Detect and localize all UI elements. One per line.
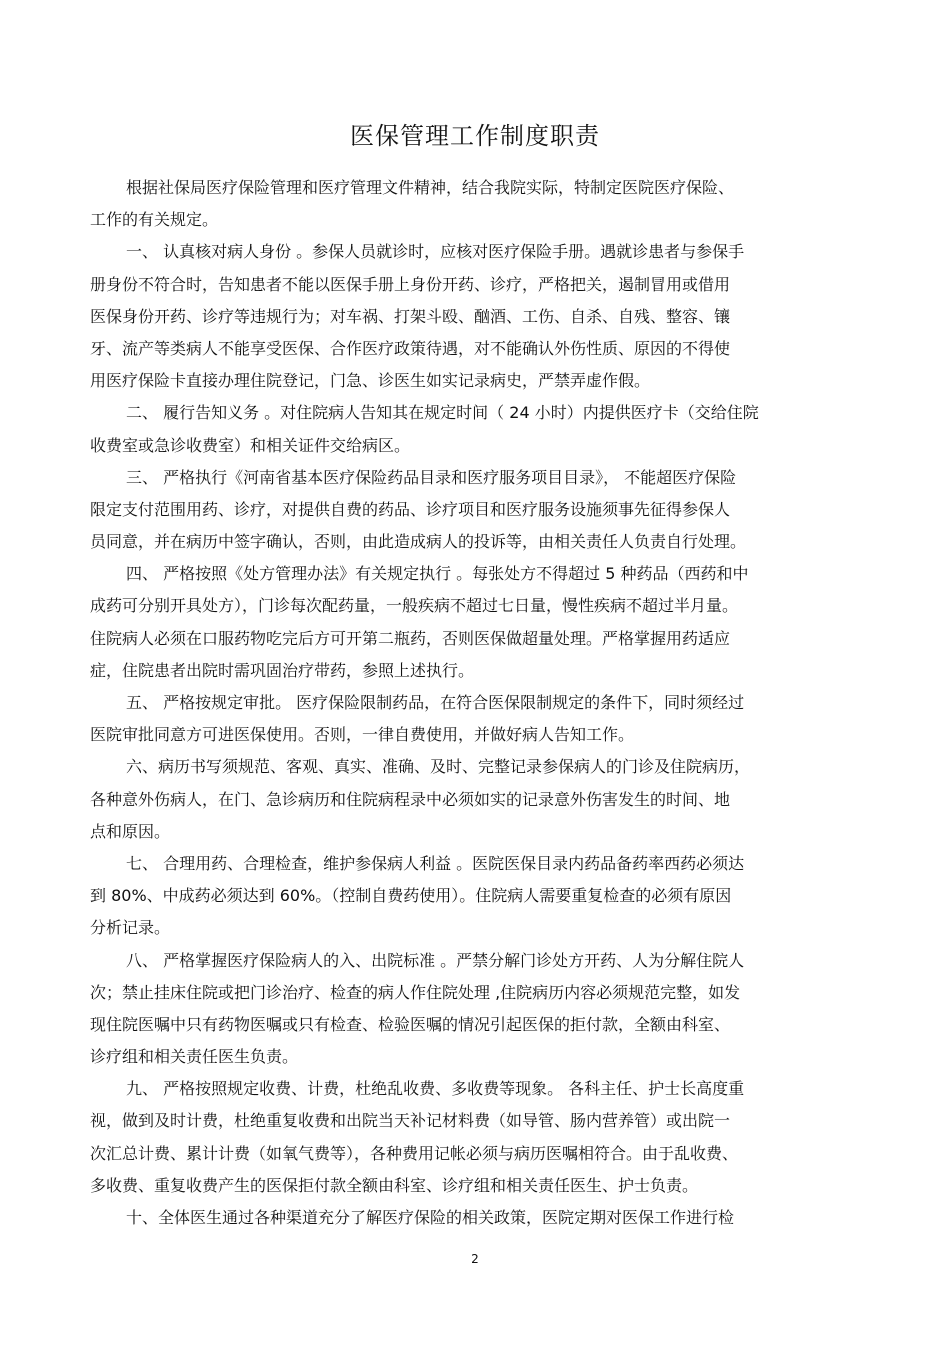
paragraph (90, 848, 870, 945)
text-line: 用医疗保险卡直接办理住院登记，门急、诊医生如实记录病史，严禁弄虚作假。 (90, 371, 651, 391)
text-line: 四、 严格按照《处方管理办法》有关规定执行 。每张处方不得超过 5 种药品（西药和中 (126, 564, 749, 584)
text-line: 七、 合理用药、合理检查，维护参保病人利益 。医院医保目录内药品备药率西药必须达 (126, 853, 745, 873)
text-line: 次；禁止挂床住院或把门诊治疗、检查的病人作住院处理 ,住院病历内容必须规范完整，如发 (90, 982, 741, 1002)
text-line: 十、全体医生通过各种渠道充分了解医疗保险的相关政策，医院定期对医保工作进行检 (126, 1208, 735, 1227)
text-line: 医院审批同意方可进医保使用。否则，一律自费使用，并做好病人告知工作。 (90, 725, 635, 745)
paragraph (90, 172, 870, 236)
text-line: 症，住院患者出院时需巩固治疗带药，参照上述执行。 (90, 660, 475, 680)
paragraph (90, 397, 870, 461)
text-line: 牙、流产等类病人不能享受医保、合作医疗政策待遇，对不能确认外伤性质、原因的不得使 (90, 338, 731, 358)
text-line: 现住院医嘱中只有药物医嘱或只有检查、检验医嘱的情况引起医保的拒付款，全额由科室、 (90, 1014, 731, 1034)
text-line: 一、 认真核对病人身份 。参保人员就诊时，应核对医疗保险手册。遇就诊患者与参保手 (126, 242, 745, 262)
text-line: 视，做到及时计费，杜绝重复收费和出院当天补记材料费（如导管、肠内营养管）或出院一 (90, 1111, 731, 1131)
text-line: 分析记录。 (90, 918, 171, 938)
text-line: 点和原因。 (90, 821, 171, 841)
text-line: 诊疗组和相关责任医生负责。 (90, 1047, 299, 1067)
paragraph (90, 236, 870, 397)
text-line: 次汇总计费、累计计费（如氧气费等），各种费用记帐必须与病历医嘱相符合。由于乱收费、 (90, 1143, 739, 1163)
text-line: 员同意，并在病历中签字确认，否则，由此造成病人的投诉等，由相关责任人负责自行处理。 (90, 532, 747, 552)
text-line: 各种意外伤病人，在门、急诊病历和住院病程录中必须如实的记录意外伤害发生的时间、地 (90, 789, 731, 809)
text-line: 收费室或急诊收费室）和相关证件交给病区。 (90, 435, 411, 455)
page-title: 医保管理工作制度职责 (350, 122, 600, 150)
text-line: 三、 严格执行《河南省基本医疗保险药品目录和医疗服务项目目录》， 不能超医疗保险 (126, 467, 737, 487)
text-line: 成药可分别开具处方），门诊每次配药量，一般疾病不超过七日量，慢性疾病不超过半月量。 (90, 596, 739, 616)
text-line: 二、 履行告知义务 。对住院病人告知其在规定时间（ 24 小时）内提供医疗卡（交给住院 (126, 403, 759, 423)
text-line: 工作的有关规定。 (90, 210, 219, 230)
document-body (90, 172, 870, 1234)
page-number: 2 (471, 1252, 479, 1266)
text-line: 九、 严格按照规定收费、计费，杜绝乱收费、多收费等现象。 各科主任、护士长高度重 (126, 1079, 745, 1099)
paragraph (90, 1202, 870, 1234)
text-line: 册身份不符合时，告知患者不能以医保手册上身份开药、诊疗，严格把关，遏制冒用或借用 (90, 274, 731, 294)
text-line: 八、 严格掌握医疗保险病人的入、出院标准 。严禁分解门诊处方开药、人为分解住院人 (126, 950, 745, 970)
text-line: 五、 严格按规定审批。 医疗保险限制药品，在符合医保限制规定的条件下，同时须经过 (126, 693, 745, 712)
paragraph (90, 945, 870, 1074)
text-line: 多收费、重复收费产生的医保拒付款全额由科室、诊疗组和相关责任医生、护士负责。 (90, 1175, 699, 1195)
text-line: 六、病历书写须规范、客观、真实、准确、及时、完整记录参保病人的门诊及住院病历， (126, 757, 751, 777)
paragraph (90, 558, 870, 687)
text-line: 医保身份开药、诊疗等违规行为；对车祸、打架斗殴、酗酒、工伤、自杀、自残、整容、镶 (90, 306, 731, 326)
text-line: 住院病人必须在口服药物吃完后方可开第二瓶药，否则医保做超量处理。严格掌握用药适应 (90, 628, 731, 648)
paragraph (90, 462, 870, 559)
text-line: 根据社保局医疗保险管理和医疗管理文件精神，结合我院实际，特制定医院医疗保险、 (126, 178, 735, 197)
text-line: 限定支付范围用药、诊疗，对提供自费的药品、诊疗项目和医疗服务设施须事先征得参保人 (90, 499, 731, 519)
text-line: 到 80%、中成药必须达到 60%。（控制自费药使用）。住院病人需要重复检查的必须有原因 (90, 886, 732, 906)
paragraph (90, 687, 870, 751)
paragraph (90, 751, 870, 848)
paragraph (90, 1073, 870, 1202)
